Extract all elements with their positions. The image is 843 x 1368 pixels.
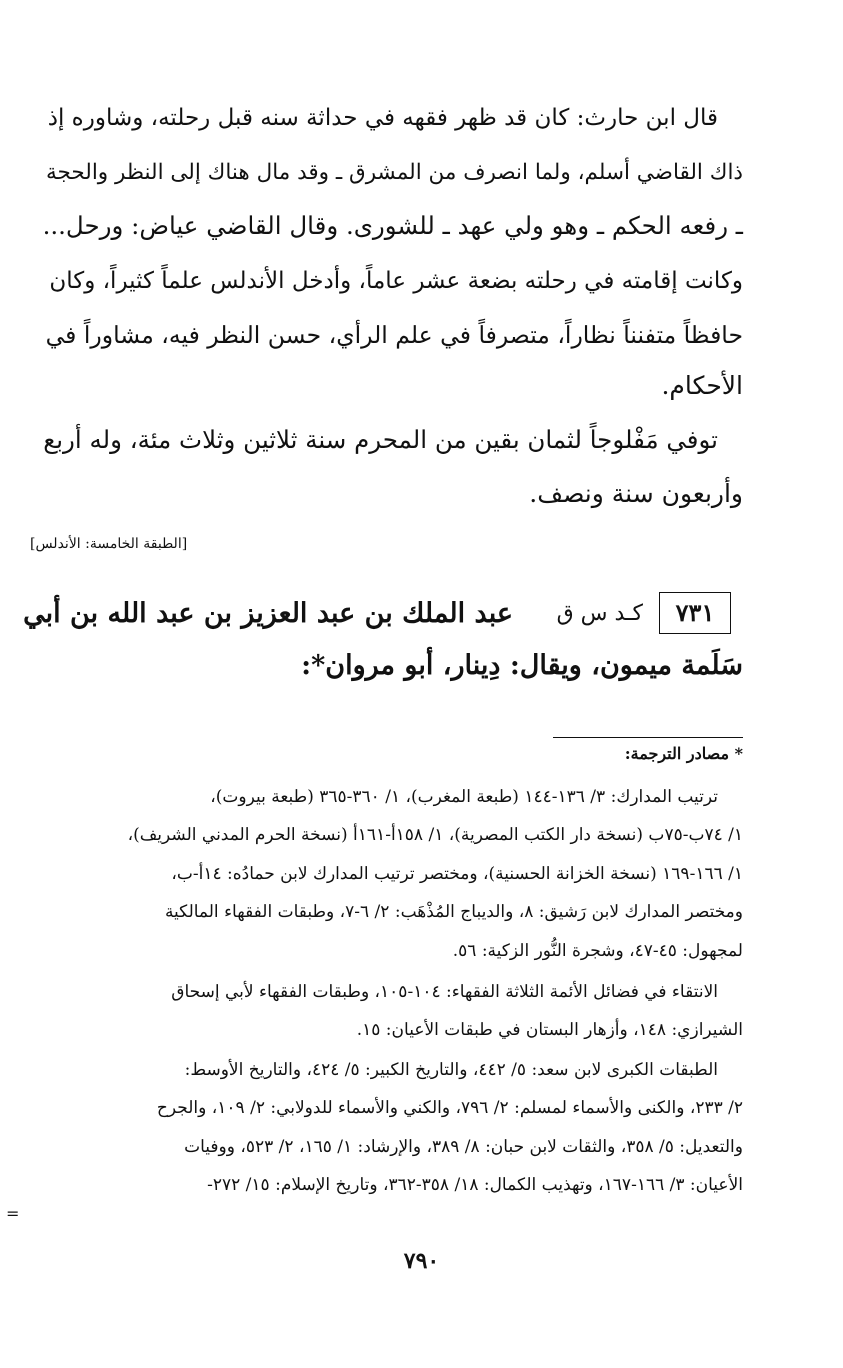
page-number: ٧٩٠ [403, 1248, 440, 1274]
footnote-line: ٢/ ٢٣٣، والكنى والأسماء لمسلم: ٢/ ٧٩٦، والكني والأسماء للدولابي: ٢/ ١٠٩، والجرح [156, 1098, 743, 1118]
body-line: توفي مَفْلوجاً لثمان بقين من المحرم سنة ثلاثين وثلاث مئة، وله أربع [43, 425, 718, 454]
entry-source-codes: كـد س ق [556, 601, 643, 626]
footnote-line: الأعيان: ٣/ ١٦٦-١٦٧، وتهذيب الكمال: ١٨/ ٣٥٨-٣٦٢، وتاريخ الإسلام: ١٥/ ٢٧٢- [207, 1175, 743, 1195]
entry-number-box: ٧٣١ [659, 592, 731, 634]
entry-name-line-1: عبد الملك بن عبد العزيز بن عبد الله بن أبي [23, 598, 513, 629]
footnote-line: ١/ ١٦٦-١٦٩ (نسخة الخزانة الحسنية)، ومختصر ترتيب المدارك لابن حمادُه: ١٤أ-ب، [171, 864, 743, 884]
continuation-mark: = [6, 1204, 20, 1223]
footnote-line: الشيرازي: ١٤٨، وأزهار البستان في طبقات الأعيان: ١٥. [356, 1020, 743, 1040]
body-line: ـ رفعه الحكم ـ وهو ولي عهد ـ للشورى. وقال القاضي عياض: ورحل... [42, 211, 743, 240]
footnote-heading: * مصادر الترجمة: [624, 744, 743, 763]
footnote-line: لمجهول: ٤٥-٤٧، وشجرة النُّور الزكية: ٥٦. [452, 941, 743, 961]
section-tag: [الطبقة الخامسة: الأندلس] [30, 536, 188, 552]
body-line: ذاك القاضي أسلم، ولما انصرف من المشرق ـ وقد مال هناك إلى النظر والحجة [46, 160, 743, 185]
footnote-line: ومختصر المدارك لابن رَشيق: ٨، والديباج المُذْهَب: ٢/ ٦-٧، وطبقات الفقهاء المالكية [164, 902, 743, 922]
footnote-line: والتعديل: ٥/ ٣٥٨، والثقات لابن حبان: ٨/ ٣٨٩، والإرشاد: ١/ ١٦٥، ٢/ ٥٢٣، ووفيات [184, 1137, 743, 1157]
entry-name-line-2: سَلَمة ميمون، ويقال: دِينار، أبو مروان*: [301, 650, 743, 681]
footnote-line: الطبقات الكبرى لابن سعد: ٥/ ٤٤٢، والتاريخ الكبير: ٥/ ٤٢٤، والتاريخ الأوسط: [184, 1060, 718, 1080]
body-line: وأربعون سنة ونصف. [529, 479, 743, 508]
footnote-line: ١/ ٧٤ب-٧٥ب (نسخة دار الكتب المصرية)، ١/ ١٥٨أ-١٦١أ (نسخة الحرم المدني الشريف)، [127, 825, 743, 845]
body-line: وكانت إقامته في رحلته بضعة عشر عاماً، وأدخل الأندلس علماً كثيراً، وكان [49, 268, 743, 294]
body-line: الأحكام. [661, 371, 743, 400]
footnote-line: الانتقاء في فضائل الأئمة الثلاثة الفقهاء: ١٠٤-١٠٥، وطبقات الفقهاء لأبي إسحاق [171, 982, 718, 1002]
footnote-line: ترتيب المدارك: ٣/ ١٣٦-١٤٤ (طبعة المغرب)، ١/ ٣٦٠-٣٦٥ (طبعة بيروت)، [210, 787, 718, 807]
footnote-divider [553, 737, 743, 738]
body-line: قال ابن حارث: كان قد ظهر فقهه في حداثة سنه قبل رحلته، وشاوره إذ [47, 105, 718, 131]
body-line: حافظاً متفنناً نظاراً، متصرفاً في علم الرأي، حسن النظر فيه، مشاوراً في [45, 321, 743, 349]
